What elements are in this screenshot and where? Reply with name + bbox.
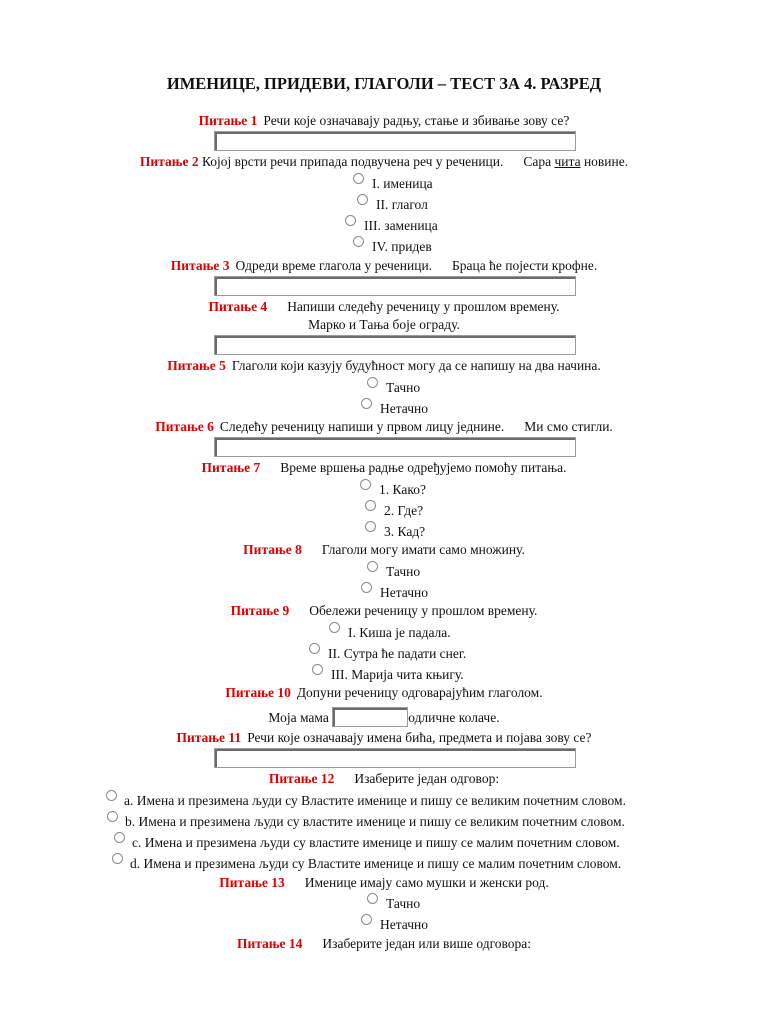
option-label: III. Марија чита књигу. xyxy=(331,667,464,682)
question-label: Питање 11 xyxy=(176,730,242,745)
question-text: Обележи реченицу у прошлом времену. xyxy=(309,603,538,618)
question-label: Питање 14 xyxy=(236,936,303,951)
radio-q2-opt4[interactable] xyxy=(353,236,364,247)
sentence-part: Моја мама xyxy=(268,710,329,725)
question-3 xyxy=(0,258,768,274)
radio-q12-b[interactable] xyxy=(107,811,118,822)
question-text: Речи које означавају радњу, стање и збивање зову се? xyxy=(263,113,570,128)
radio-q2-opt1[interactable] xyxy=(353,173,364,184)
sentence-10 xyxy=(0,707,768,727)
radio-q12-a[interactable] xyxy=(106,790,117,801)
option-label: Нетачно xyxy=(380,585,429,600)
answer-input-4[interactable] xyxy=(214,335,576,355)
question-label: Питање 9 xyxy=(230,603,290,618)
radio-q13-false[interactable] xyxy=(361,914,372,925)
question-14 xyxy=(0,936,768,952)
radio-q2-opt2[interactable] xyxy=(357,194,368,205)
question-1 xyxy=(0,113,768,129)
radio-q7-opt3[interactable] xyxy=(365,521,376,532)
radio-q8-false[interactable] xyxy=(361,582,372,593)
option-label: d. Имена и презимена људи су Властите именице и пишу се малим почетним словом. xyxy=(130,856,622,871)
radio-q12-d[interactable] xyxy=(112,853,123,864)
underlined-word: чита xyxy=(554,154,581,169)
sentence-4: Марко и Тања боје ограду. xyxy=(308,317,460,332)
question-text: Којој врсти речи припада подвучена реч у реченици. xyxy=(201,154,504,169)
radio-q7-opt2[interactable] xyxy=(365,500,376,511)
option-label: a. Имена и презимена људи су Властите именице и пишу се великим почетним словом. xyxy=(124,793,626,808)
radio-q8-true[interactable] xyxy=(367,561,378,572)
option-label: 3. Кад? xyxy=(384,524,426,539)
radio-q12-c[interactable] xyxy=(114,832,125,843)
question-10 xyxy=(0,685,768,701)
question-5 xyxy=(0,358,768,374)
option-label: III. заменица xyxy=(364,218,438,233)
question-label: Питање 6 xyxy=(155,419,214,434)
question-label: Питање 1 xyxy=(198,113,258,128)
sentence-part: Сара xyxy=(523,154,552,169)
answer-input-11[interactable] xyxy=(214,748,576,768)
page-title: ИМЕНИЦЕ, ПРИДЕВИ, ГЛАГОЛИ – ТЕСТ ЗА 4. РАЗРЕД xyxy=(166,74,602,93)
question-9 xyxy=(0,603,768,619)
question-label: Питање 10 xyxy=(225,685,291,700)
answer-input-6[interactable] xyxy=(214,437,576,457)
radio-q2-opt3[interactable] xyxy=(345,215,356,226)
question-11 xyxy=(0,730,768,746)
question-13 xyxy=(0,875,768,891)
question-label: Питање 12 xyxy=(268,771,335,786)
question-label: Питање 5 xyxy=(167,358,226,373)
option-label: II. Сутра ће падати снег. xyxy=(328,646,467,661)
sentence-part: новине. xyxy=(583,154,629,169)
sentence-part: одличне колаче. xyxy=(408,710,500,725)
question-label: Питање 13 xyxy=(219,875,285,890)
question-label: Питање 2 xyxy=(139,154,199,169)
option-label: c. Имена и презимена људи су властите именице и пишу се малим почетним словом. xyxy=(132,835,620,850)
question-4 xyxy=(0,299,768,315)
option-label: 1. Како? xyxy=(379,482,426,497)
question-text: Речи које означавају имена бића, предмета и појава зову се? xyxy=(247,730,592,745)
option-label: I. Киша је падала. xyxy=(348,625,451,640)
answer-input-10[interactable] xyxy=(332,707,408,727)
option-label: IV. придев xyxy=(372,239,432,254)
option-label: II. глагол xyxy=(376,197,428,212)
option-label: Тачно xyxy=(386,380,421,395)
question-text: Напиши следећу реченицу у прошлом времену. xyxy=(287,299,560,314)
question-text: Глаголи који казују будућност могу да се напишу на два начина. xyxy=(231,358,601,373)
option-label: I. именица xyxy=(372,176,433,191)
radio-q9-opt3[interactable] xyxy=(312,664,323,675)
radio-q13-true[interactable] xyxy=(367,893,378,904)
sentence: Браца ће појести крофне. xyxy=(452,258,598,273)
question-label: Питање 8 xyxy=(243,542,302,557)
option-label: b. Имена и презимена људи су властите именице и пишу се великим почетним словом. xyxy=(125,814,625,829)
question-text: Одреди време глагола у реченици. xyxy=(235,258,433,273)
question-text: Именице имају само мушки и женски род. xyxy=(304,875,549,890)
option-label: Нетачно xyxy=(380,917,429,932)
question-text: Време вршења радње одређујемо помоћу питања. xyxy=(280,460,567,475)
radio-q9-opt1[interactable] xyxy=(329,622,340,633)
option-label: Нетачно xyxy=(380,401,429,416)
answer-input-3[interactable] xyxy=(214,276,576,296)
question-text: Изаберите један одговор: xyxy=(354,771,500,786)
option-label: Тачно xyxy=(386,896,421,911)
question-8 xyxy=(0,542,768,558)
question-text: Следећу реченицу напиши у првом лицу једнине. xyxy=(219,419,505,434)
question-label: Питање 4 xyxy=(208,299,268,314)
question-label: Питање 3 xyxy=(170,258,230,273)
question-12 xyxy=(0,771,768,787)
option-label: Тачно xyxy=(386,564,421,579)
radio-q9-opt2[interactable] xyxy=(309,643,320,654)
question-6 xyxy=(0,419,768,435)
radio-q7-opt1[interactable] xyxy=(360,479,371,490)
sentence: Ми смо стигли. xyxy=(524,419,613,434)
question-text: Изаберите један или више одговора: xyxy=(322,936,532,951)
question-text: Допуни реченицу одговарајућим глаголом. xyxy=(296,685,543,700)
question-text: Глаголи могу имати само множину. xyxy=(321,542,525,557)
question-2 xyxy=(0,154,768,170)
answer-input-1[interactable] xyxy=(214,131,576,151)
radio-q5-true[interactable] xyxy=(367,377,378,388)
question-label: Питање 7 xyxy=(201,460,261,475)
radio-q5-false[interactable] xyxy=(361,398,372,409)
option-label: 2. Где? xyxy=(384,503,424,518)
question-7 xyxy=(0,460,768,476)
